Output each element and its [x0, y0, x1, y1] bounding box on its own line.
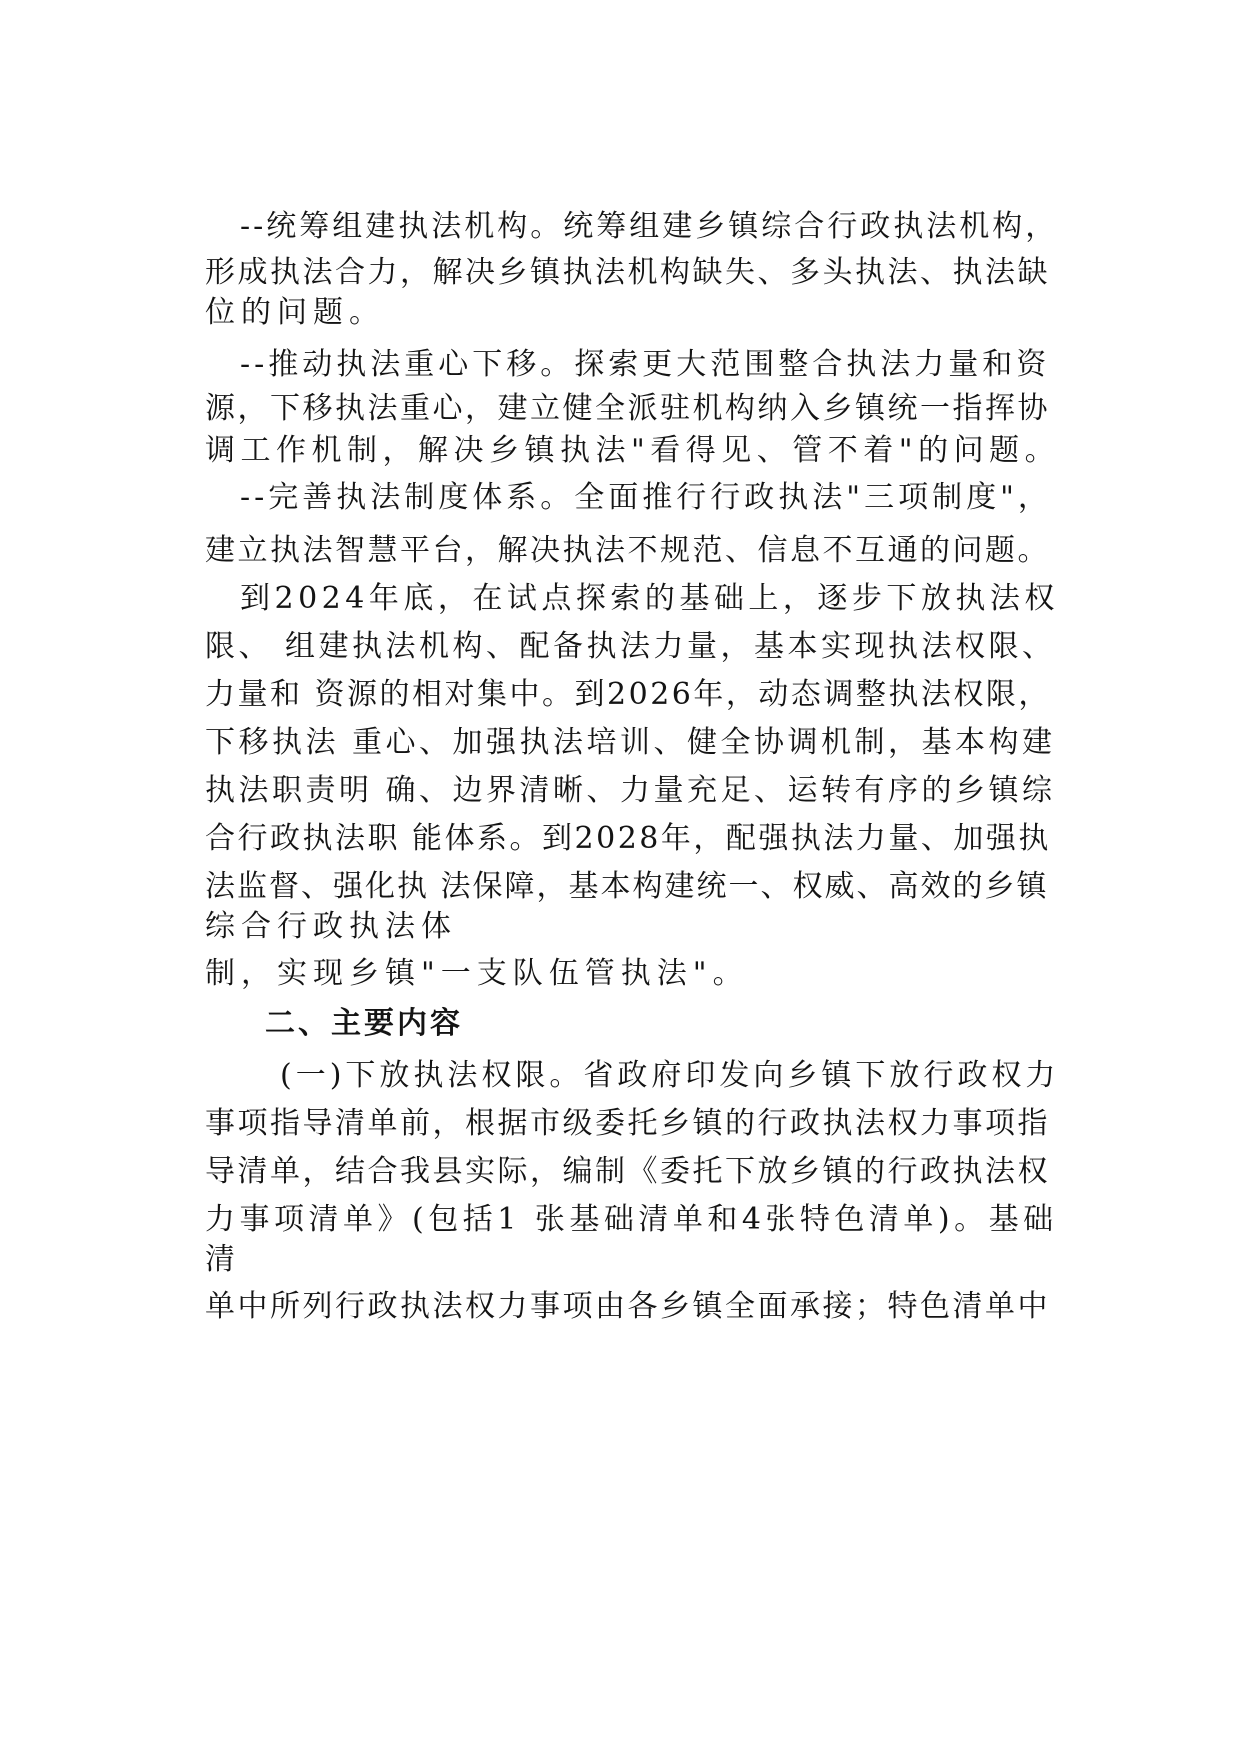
body-text-line: 执法职责明 确、边界清晰、力量充足、运转有序的乡镇综 — [205, 773, 1056, 808]
body-text-line: 下移执法 重心、加强执法培训、健全协调机制，基本构建 — [205, 725, 1056, 760]
body-text-line: 力事项清单》(包括1 张基础清单和4张特色清单)。基础 — [205, 1202, 1058, 1237]
body-text-line: 源，下移执法重心，建立健全派驻机构纳入乡镇统一指挥协 — [205, 391, 1050, 426]
body-text-line: 清 — [205, 1242, 241, 1277]
body-text-line: 位的问题。 — [205, 295, 385, 330]
body-text-line: --推动执法重心下移。探索更大范围整合执法力量和资 — [240, 347, 1051, 382]
body-text-line: 形成执法合力，解决乡镇执法机构缺失、多头执法、执法缺 — [205, 255, 1050, 290]
body-text-line: --完善执法制度体系。全面推行行政执法"三项制度"， — [240, 480, 1052, 515]
body-text-line: 建立执法智慧平台，解决执法不规范、信息不互通的问题。 — [205, 533, 1050, 568]
body-text-line: 法监督、强化执 法保障，基本构建统一、权威、高效的乡镇 — [205, 869, 1049, 904]
body-text-line: 调工作机制，解决乡镇执法"看得见、管不着"的问题。 — [205, 433, 1061, 468]
body-text-line: --统筹组建执法机构。统筹组建乡镇综合行政执法机构， — [240, 209, 1059, 244]
body-text-line: 导清单，结合我县实际，编制《委托下放乡镇的行政执法权 — [205, 1154, 1050, 1189]
body-text-line: 合行政执法职 能体系。到2028年，配强执法力量、加强执 — [205, 821, 1051, 856]
body-text-line: 单中所列行政执法权力事项由各乡镇全面承接；特色清单中 — [205, 1289, 1050, 1324]
body-text-line: 事项指导清单前，根据市级委托乡镇的行政执法权力事项指 — [205, 1106, 1050, 1141]
body-text-line: 综合行政执法体 — [205, 909, 457, 944]
body-text-line: 限、 组建执法机构、配备执法力量，基本实现执法权限、 — [205, 629, 1056, 664]
body-text-line: 力量和 资源的相对集中。到2026年，动态调整执法权限， — [205, 677, 1051, 712]
section-heading: 二、主要内容 — [265, 1006, 463, 1041]
body-text-line: (一)下放执法权限。省政府印发向乡镇下放行政权力 — [280, 1058, 1060, 1093]
body-text-line: 制，实现乡镇"一支队伍管执法"。 — [205, 956, 749, 991]
body-text-line: 到2024年底，在试点探索的基础上，逐步下放执法权 — [240, 581, 1059, 616]
